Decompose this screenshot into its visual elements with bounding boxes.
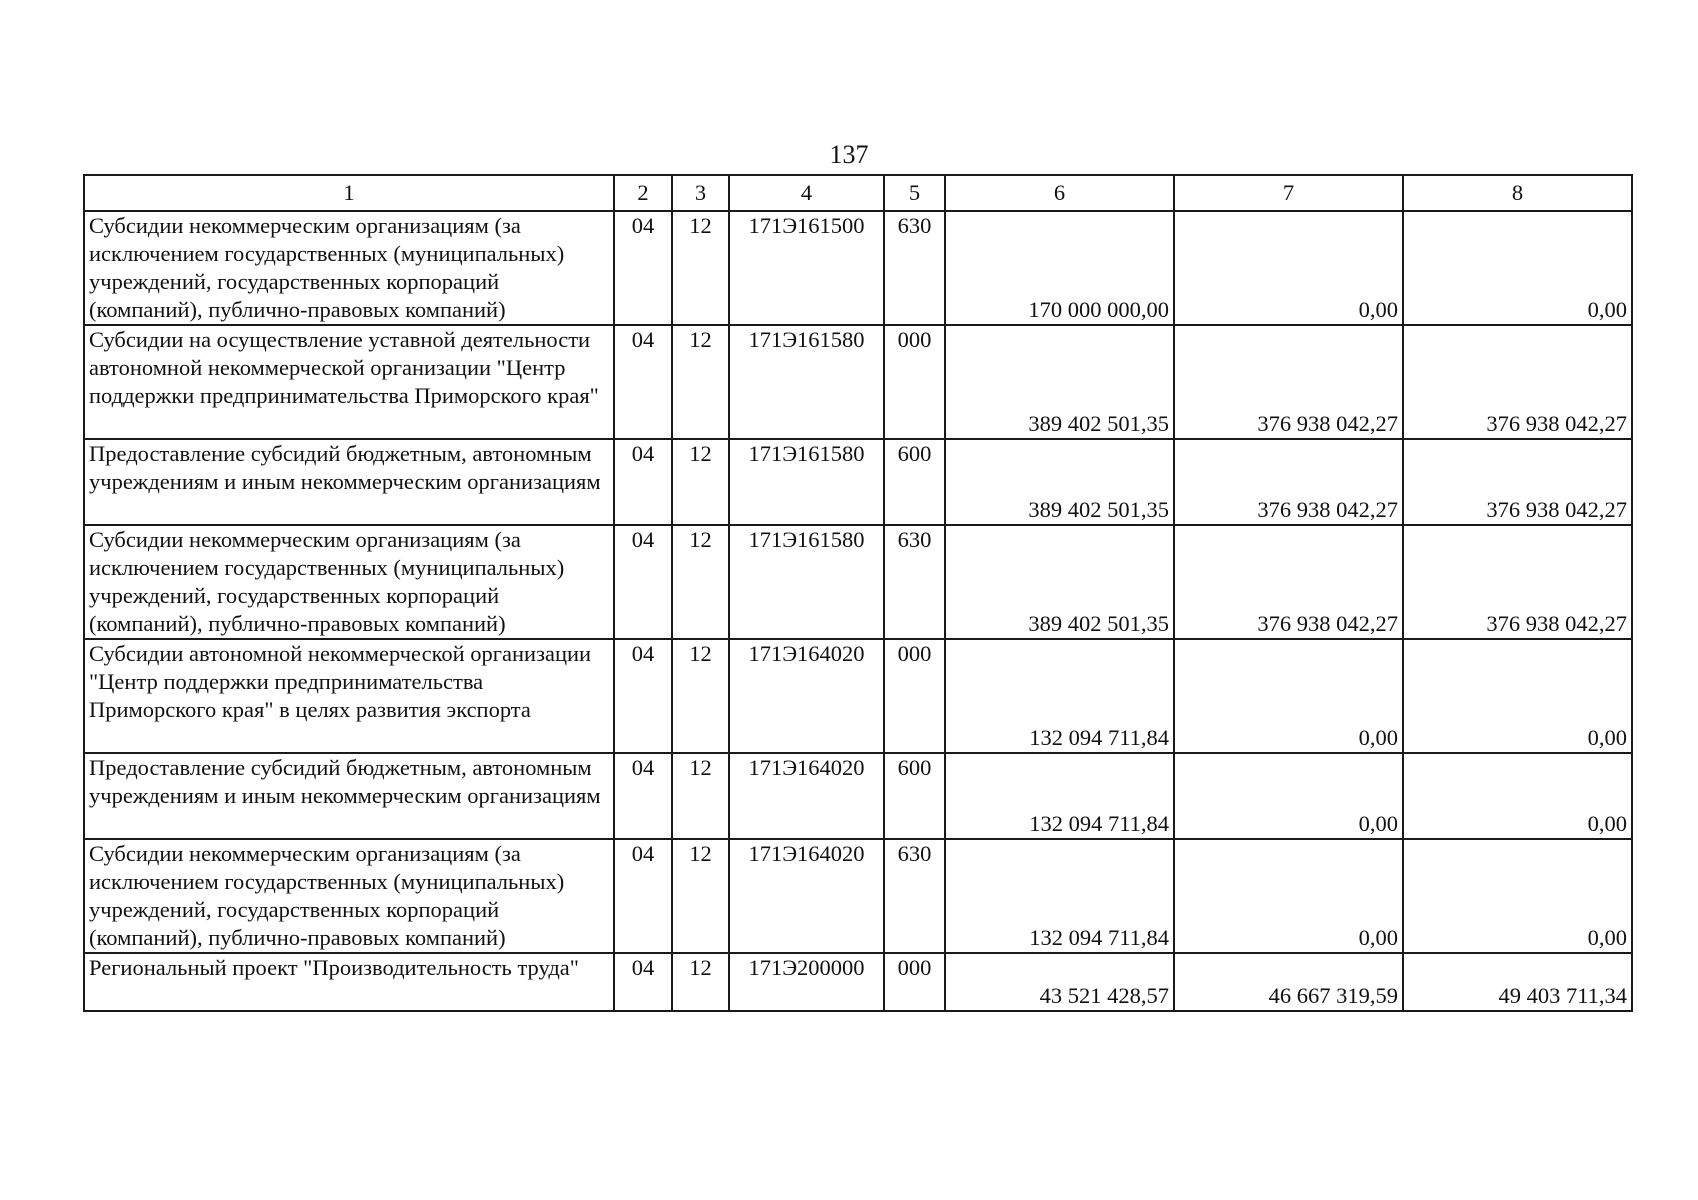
amount-col-6: 389 402 501,35 (945, 325, 1174, 439)
column-header: 1 (84, 175, 614, 211)
table-row (84, 525, 1632, 639)
target-code: 171Э161580 (729, 439, 884, 525)
amount-col-8: 0,00 (1403, 639, 1632, 753)
amount-col-6: 389 402 501,35 (945, 439, 1174, 525)
item-name: Региональный проект "Производительность труда" (84, 953, 614, 1011)
subsection-code: 12 (672, 639, 729, 753)
amount-col-7: 0,00 (1174, 753, 1403, 839)
section-code: 04 (614, 639, 672, 753)
table-row (84, 211, 1632, 325)
section-code: 04 (614, 839, 672, 953)
table-row (84, 953, 1632, 1011)
table-row (84, 439, 1632, 525)
target-code: 171Э200000 (729, 953, 884, 1011)
amount-col-6: 43 521 428,57 (945, 953, 1174, 1011)
table-header-row (84, 175, 1632, 211)
column-header: 8 (1403, 175, 1632, 211)
column-header: 4 (729, 175, 884, 211)
section-code: 04 (614, 753, 672, 839)
amount-col-7: 376 938 042,27 (1174, 439, 1403, 525)
amount-col-7: 376 938 042,27 (1174, 325, 1403, 439)
target-code: 171Э161500 (729, 211, 884, 325)
section-code: 04 (614, 953, 672, 1011)
table-row (84, 639, 1632, 753)
column-header: 6 (945, 175, 1174, 211)
item-name: Субсидии на осуществление уставной деятельности автономной некоммерческой организации "Центр поддержки предпринимательства Приморского края" (84, 325, 614, 439)
amount-col-7: 0,00 (1174, 211, 1403, 325)
target-code: 171Э161580 (729, 525, 884, 639)
amount-col-8: 0,00 (1403, 839, 1632, 953)
table-row (84, 839, 1632, 953)
target-code: 171Э164020 (729, 839, 884, 953)
amount-col-8: 0,00 (1403, 753, 1632, 839)
subsection-code: 12 (672, 439, 729, 525)
expense-type-code: 000 (884, 325, 945, 439)
amount-col-8: 376 938 042,27 (1403, 439, 1632, 525)
expense-type-code: 630 (884, 839, 945, 953)
section-code: 04 (614, 525, 672, 639)
budget-table (83, 174, 1633, 1012)
item-name: Субсидии некоммерческим организациям (за исключением государственных (муниципальных) учреждений, государственных корпораций (компаний), публично-правовых компаний) (84, 839, 614, 953)
table-row (84, 753, 1632, 839)
amount-col-7: 376 938 042,27 (1174, 525, 1403, 639)
target-code: 171Э161580 (729, 325, 884, 439)
item-name: Субсидии некоммерческим организациям (за исключением государственных (муниципальных) учреждений, государственных корпораций (компаний), публично-правовых компаний) (84, 211, 614, 325)
subsection-code: 12 (672, 753, 729, 839)
subsection-code: 12 (672, 211, 729, 325)
item-name: Предоставление субсидий бюджетным, автономным учреждениям и иным некоммерческим организациям (84, 753, 614, 839)
item-name: Субсидии некоммерческим организациям (за исключением государственных (муниципальных) учреждений, государственных корпораций (компаний), публично-правовых компаний) (84, 525, 614, 639)
amount-col-7: 0,00 (1174, 639, 1403, 753)
amount-col-6: 132 094 711,84 (945, 839, 1174, 953)
column-header: 7 (1174, 175, 1403, 211)
amount-col-7: 46 667 319,59 (1174, 953, 1403, 1011)
subsection-code: 12 (672, 325, 729, 439)
item-name: Субсидии автономной некоммерческой организации "Центр поддержки предпринимательства Приморского края" в целях развития экспорта (84, 639, 614, 753)
amount-col-6: 132 094 711,84 (945, 639, 1174, 753)
expense-type-code: 000 (884, 639, 945, 753)
amount-col-8: 49 403 711,34 (1403, 953, 1632, 1011)
expense-type-code: 630 (884, 211, 945, 325)
expense-type-code: 600 (884, 753, 945, 839)
amount-col-8: 376 938 042,27 (1403, 525, 1632, 639)
section-code: 04 (614, 439, 672, 525)
table-row (84, 325, 1632, 439)
expense-type-code: 630 (884, 525, 945, 639)
section-code: 04 (614, 325, 672, 439)
amount-col-8: 0,00 (1403, 211, 1632, 325)
page-number: 137 (829, 140, 869, 169)
subsection-code: 12 (672, 839, 729, 953)
item-name: Предоставление субсидий бюджетным, автономным учреждениям и иным некоммерческим организациям (84, 439, 614, 525)
column-header: 5 (884, 175, 945, 211)
subsection-code: 12 (672, 525, 729, 639)
subsection-code: 12 (672, 953, 729, 1011)
column-header: 3 (672, 175, 729, 211)
amount-col-6: 170 000 000,00 (945, 211, 1174, 325)
amount-col-6: 132 094 711,84 (945, 753, 1174, 839)
target-code: 171Э164020 (729, 753, 884, 839)
column-header: 2 (614, 175, 672, 211)
amount-col-6: 389 402 501,35 (945, 525, 1174, 639)
amount-col-7: 0,00 (1174, 839, 1403, 953)
expense-type-code: 600 (884, 439, 945, 525)
expense-type-code: 000 (884, 953, 945, 1011)
amount-col-8: 376 938 042,27 (1403, 325, 1632, 439)
target-code: 171Э164020 (729, 639, 884, 753)
section-code: 04 (614, 211, 672, 325)
